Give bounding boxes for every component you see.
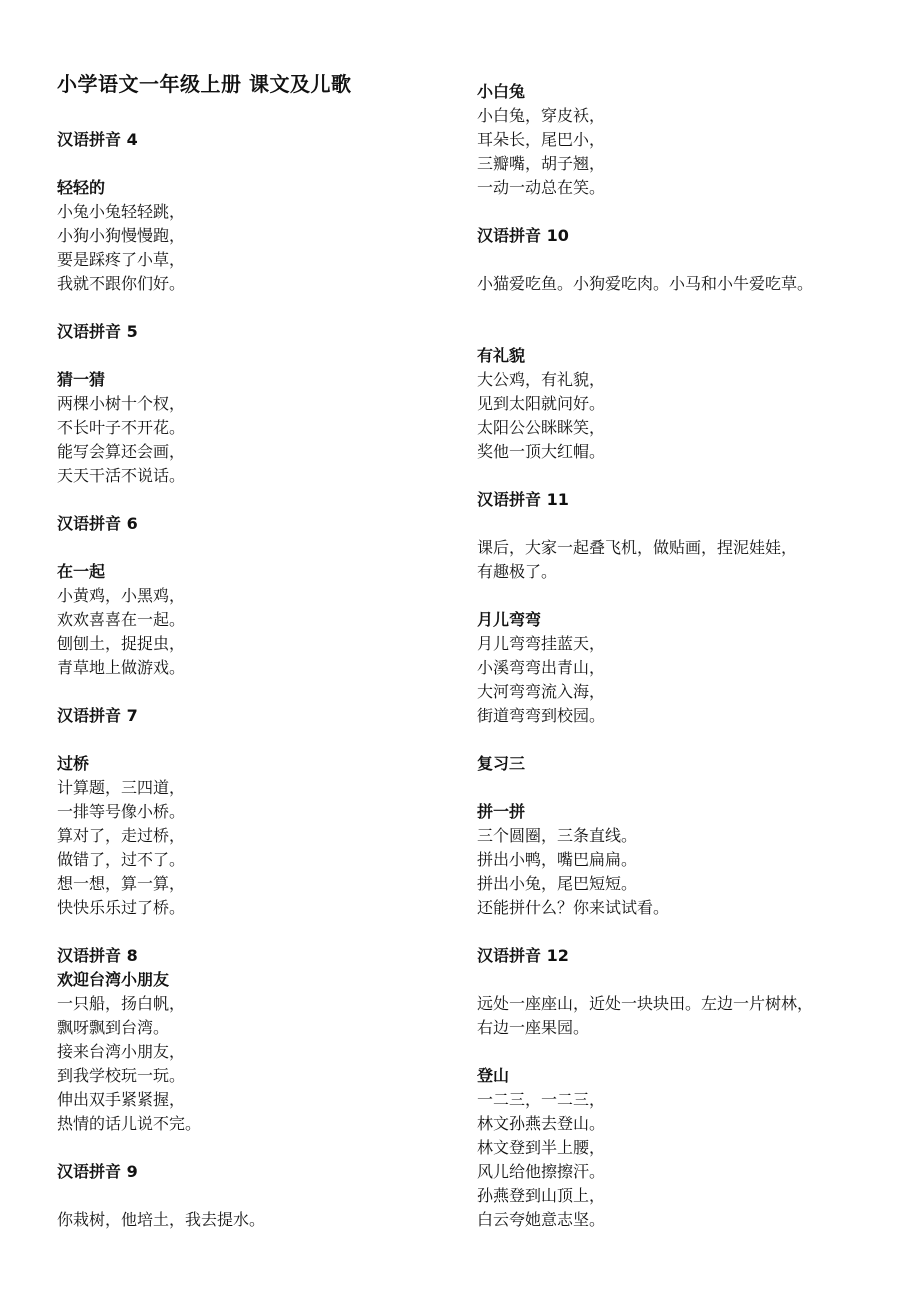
section-heading-pinyin-4: 汉语拼音 4 (57, 130, 138, 149)
poem-title: 登山 (477, 1066, 510, 1085)
poem-line: 奖他一顶大红帽。 (477, 442, 606, 461)
poem-line: 接来台湾小朋友， (57, 1042, 186, 1061)
poem-line: 月儿弯弯挂蓝天， (477, 634, 606, 653)
sentence-text: 小猫爱吃鱼。小狗爱吃肉。小马和小牛爱吃草。 (477, 274, 814, 293)
poem-line: 算对了，走过桥， (57, 826, 186, 845)
poem-line: 林文孙燕去登山。 (477, 1114, 606, 1133)
poem-line: 拼出小兔，尾巴短短。 (477, 874, 638, 893)
poem-title: 猜一猜 (57, 370, 106, 389)
poem-line: 两棵小树十个杈， (57, 394, 186, 413)
poem-line: 计算题，三四道， (57, 778, 186, 797)
section-heading-pinyin-11: 汉语拼音 11 (477, 490, 569, 509)
poem-line: 大河弯弯流入海， (477, 682, 606, 701)
poem-title: 过桥 (57, 754, 90, 773)
poem-line: 耳朵长，尾巴小， (477, 130, 606, 149)
poem-title: 轻轻的 (57, 178, 106, 197)
poem-line: 伸出双手紧紧握， (57, 1090, 186, 1109)
section-heading-pinyin-9: 汉语拼音 9 (57, 1162, 138, 1181)
right-column (477, 80, 907, 1232)
sentence-text: 远处一座座山，近处一块块田。左边一片树林， (477, 994, 814, 1013)
sentence-text: 课后，大家一起叠飞机，做贴画，捏泥娃娃， (477, 538, 798, 557)
poem-line: 做错了，过不了。 (57, 850, 186, 869)
poem-line: 街道弯弯到校园。 (477, 706, 606, 725)
poem-line: 一只船，扬白帆， (57, 994, 186, 1013)
poem-line: 一动一动总在笑。 (477, 178, 606, 197)
poem-line: 小狗小狗慢慢跑， (57, 226, 186, 245)
section-heading-pinyin-7: 汉语拼音 7 (57, 706, 138, 725)
section-heading-review-3: 复习三 (477, 754, 526, 773)
poem-title: 欢迎台湾小朋友 (57, 970, 170, 989)
poem-title: 拼一拼 (477, 802, 526, 821)
poem-line: 林文登到半上腰， (477, 1138, 606, 1157)
poem-line: 刨刨土，捉捉虫， (57, 634, 186, 653)
document-title: 小学语文一年级上册 课文及儿歌 (57, 72, 352, 96)
poem-line: 大公鸡，有礼貌， (477, 370, 606, 389)
poem-line: 还能拼什么？你来试试看。 (477, 898, 670, 917)
section-heading-pinyin-5: 汉语拼音 5 (57, 322, 138, 341)
poem-line: 要是踩疼了小草， (57, 250, 186, 269)
poem-line: 小兔小兔轻轻跳， (57, 202, 186, 221)
poem-line: 太阳公公眯眯笑， (477, 418, 606, 437)
sentence-text: 你栽树，他培土，我去提水。 (57, 1210, 266, 1229)
poem-title: 小白兔 (477, 82, 526, 101)
poem-line: 三瓣嘴，胡子翘， (477, 154, 606, 173)
poem-line: 小溪弯弯出青山， (477, 658, 606, 677)
poem-line: 到我学校玩一玩。 (57, 1066, 186, 1085)
poem-title: 在一起 (57, 562, 106, 581)
section-heading-pinyin-8: 汉语拼音 8 (57, 946, 138, 965)
poem-line: 拼出小鸭，嘴巴扁扁。 (477, 850, 638, 869)
poem-line: 快快乐乐过了桥。 (57, 898, 186, 917)
poem-title: 有礼貌 (477, 346, 526, 365)
poem-line: 小黄鸡，小黑鸡， (57, 586, 186, 605)
poem-line: 一二三，一二三， (477, 1090, 606, 1109)
section-heading-pinyin-10: 汉语拼音 10 (477, 226, 569, 245)
section-heading-pinyin-6: 汉语拼音 6 (57, 514, 138, 533)
poem-line: 能写会算还会画， (57, 442, 186, 461)
poem-line: 见到太阳就问好。 (477, 394, 606, 413)
poem-line: 小白兔，穿皮袄， (477, 106, 606, 125)
poem-line: 想一想，算一算， (57, 874, 186, 893)
sentence-text: 有趣极了。 (477, 562, 558, 581)
poem-line: 热情的话儿说不完。 (57, 1114, 202, 1133)
poem-line: 一排等号像小桥。 (57, 802, 186, 821)
poem-line: 风儿给他擦擦汗。 (477, 1162, 606, 1181)
left-column (57, 128, 457, 1232)
poem-line: 不长叶子不开花。 (57, 418, 186, 437)
poem-line: 飘呀飘到台湾。 (57, 1018, 170, 1037)
poem-line: 孙燕登到山顶上， (477, 1186, 606, 1205)
sentence-text: 右边一座果园。 (477, 1018, 590, 1037)
poem-line: 欢欢喜喜在一起。 (57, 610, 186, 629)
section-heading-pinyin-12: 汉语拼音 12 (477, 946, 569, 965)
poem-line: 三个圆圈，三条直线。 (477, 826, 638, 845)
poem-line: 天天干活不说话。 (57, 466, 186, 485)
poem-line: 白云夸她意志坚。 (477, 1210, 606, 1229)
poem-line: 我就不跟你们好。 (57, 274, 186, 293)
poem-title: 月儿弯弯 (477, 610, 542, 629)
poem-line: 青草地上做游戏。 (57, 658, 186, 677)
